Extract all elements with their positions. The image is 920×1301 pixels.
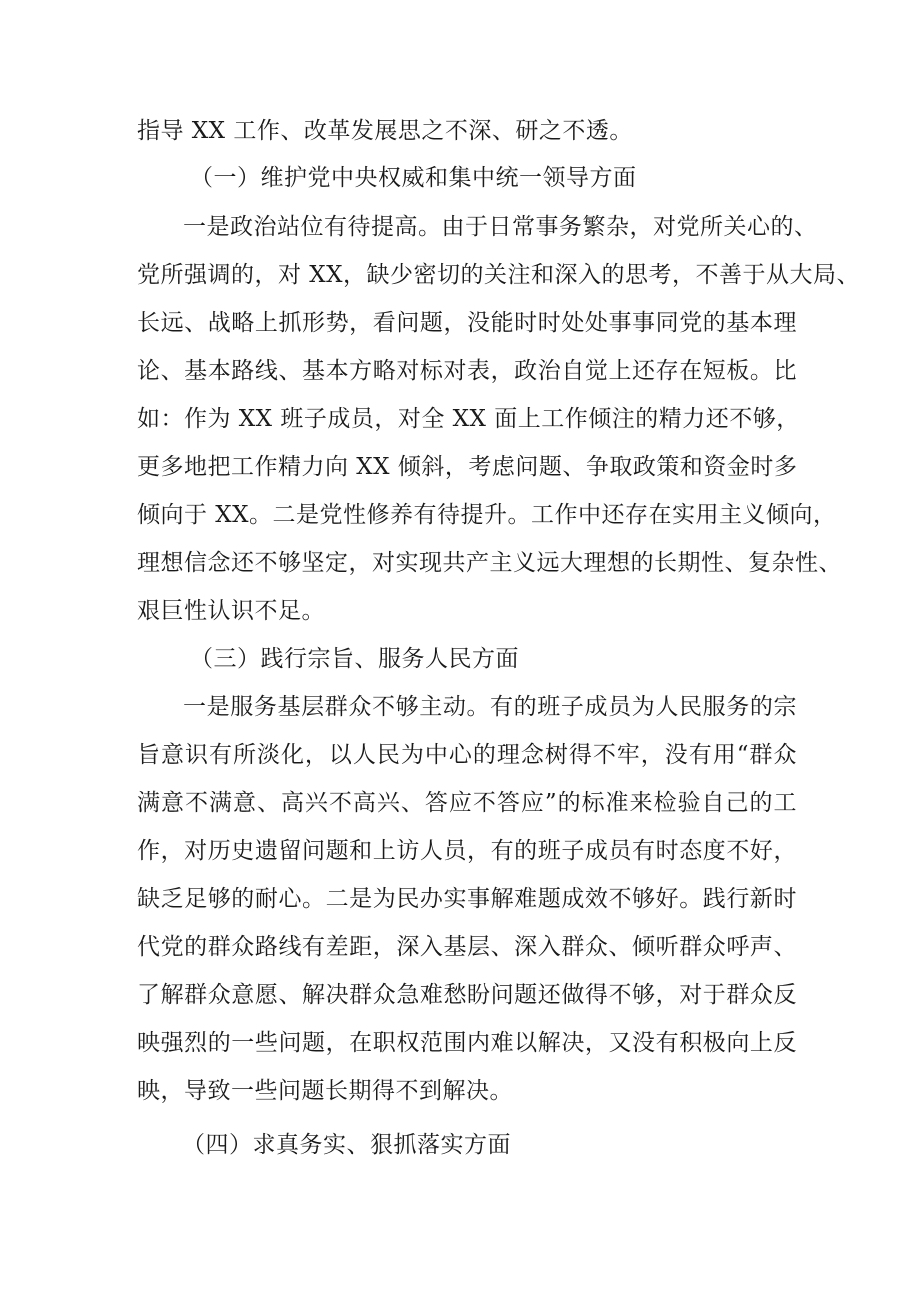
paragraph-line: 艰巨性认识不足。 [137,598,325,624]
paragraph-line: 代党的群众路线有差距，深入基层、深入群众、倾听群众呼声、 [137,934,797,960]
paragraph-line: 论、基本路线、基本方略对标对表，政治自觉上还存在短板。比 [137,358,797,384]
paragraph-line: 长远、战略上抓形势，看问题，没能时时处处事事同党的基本理 [137,310,797,336]
paragraph-line: 更多地把工作精力向 XX 倾斜，考虑问题、争取政策和资金时多 [137,454,798,480]
paragraph-line: 满意不满意、高兴不高兴、答应不答应”的标准来检验自己的工 [137,790,797,816]
paragraph-line: 缺乏足够的耐心。二是为民办实事解难题成效不够好。践行新时 [137,886,797,912]
paragraph-line: 映强烈的一些问题，在职权范围内难以解决，又没有积极向上反 [137,1030,797,1056]
paragraph-line: 理想信念还不够坚定，对实现共产主义远大理想的长期性、复杂性、 [137,550,842,576]
paragraph-line: 旨意识有所淡化，以人民为中心的理念树得不牢，没有用“群众 [137,742,797,768]
paragraph-line: 一是服务基层群众不够主动。有的班子成员为人民服务的宗 [183,694,797,720]
paragraph-line: 了解群众意愿、解决群众急难愁盼问题还做得不够，对于群众反 [137,982,797,1008]
paragraph-line: 一是政治站位有待提高。由于日常事务繁杂，对党所关心的、 [183,214,818,240]
section-heading-3: （三）践行宗旨、服务人民方面 [190,646,519,672]
section-heading-1: （一）维护党中央权威和集中统一领导方面 [190,165,637,191]
paragraph-line: 指导 XX 工作、改革发展思之不深、研之不透。 [137,118,633,144]
section-heading-4: （四）求真务实、狠抓落实方面 [182,1132,511,1158]
paragraph-line: 如：作为 XX 班子成员，对全 XX 面上工作倾注的精力还不够， [137,406,800,432]
paragraph-line: 映，导致一些问题长期得不到解决。 [137,1078,513,1104]
paragraph-line: 作，对历史遗留问题和上访人员，有的班子成员有时态度不好， [137,838,797,864]
paragraph-line: 党所强调的，对 XX，缺少密切的关注和深入的思考，不善于从大局、 [137,262,861,288]
paragraph-line: 倾向于 XX。二是党性修养有待提升。工作中还存在实用主义倾向， [137,502,837,528]
